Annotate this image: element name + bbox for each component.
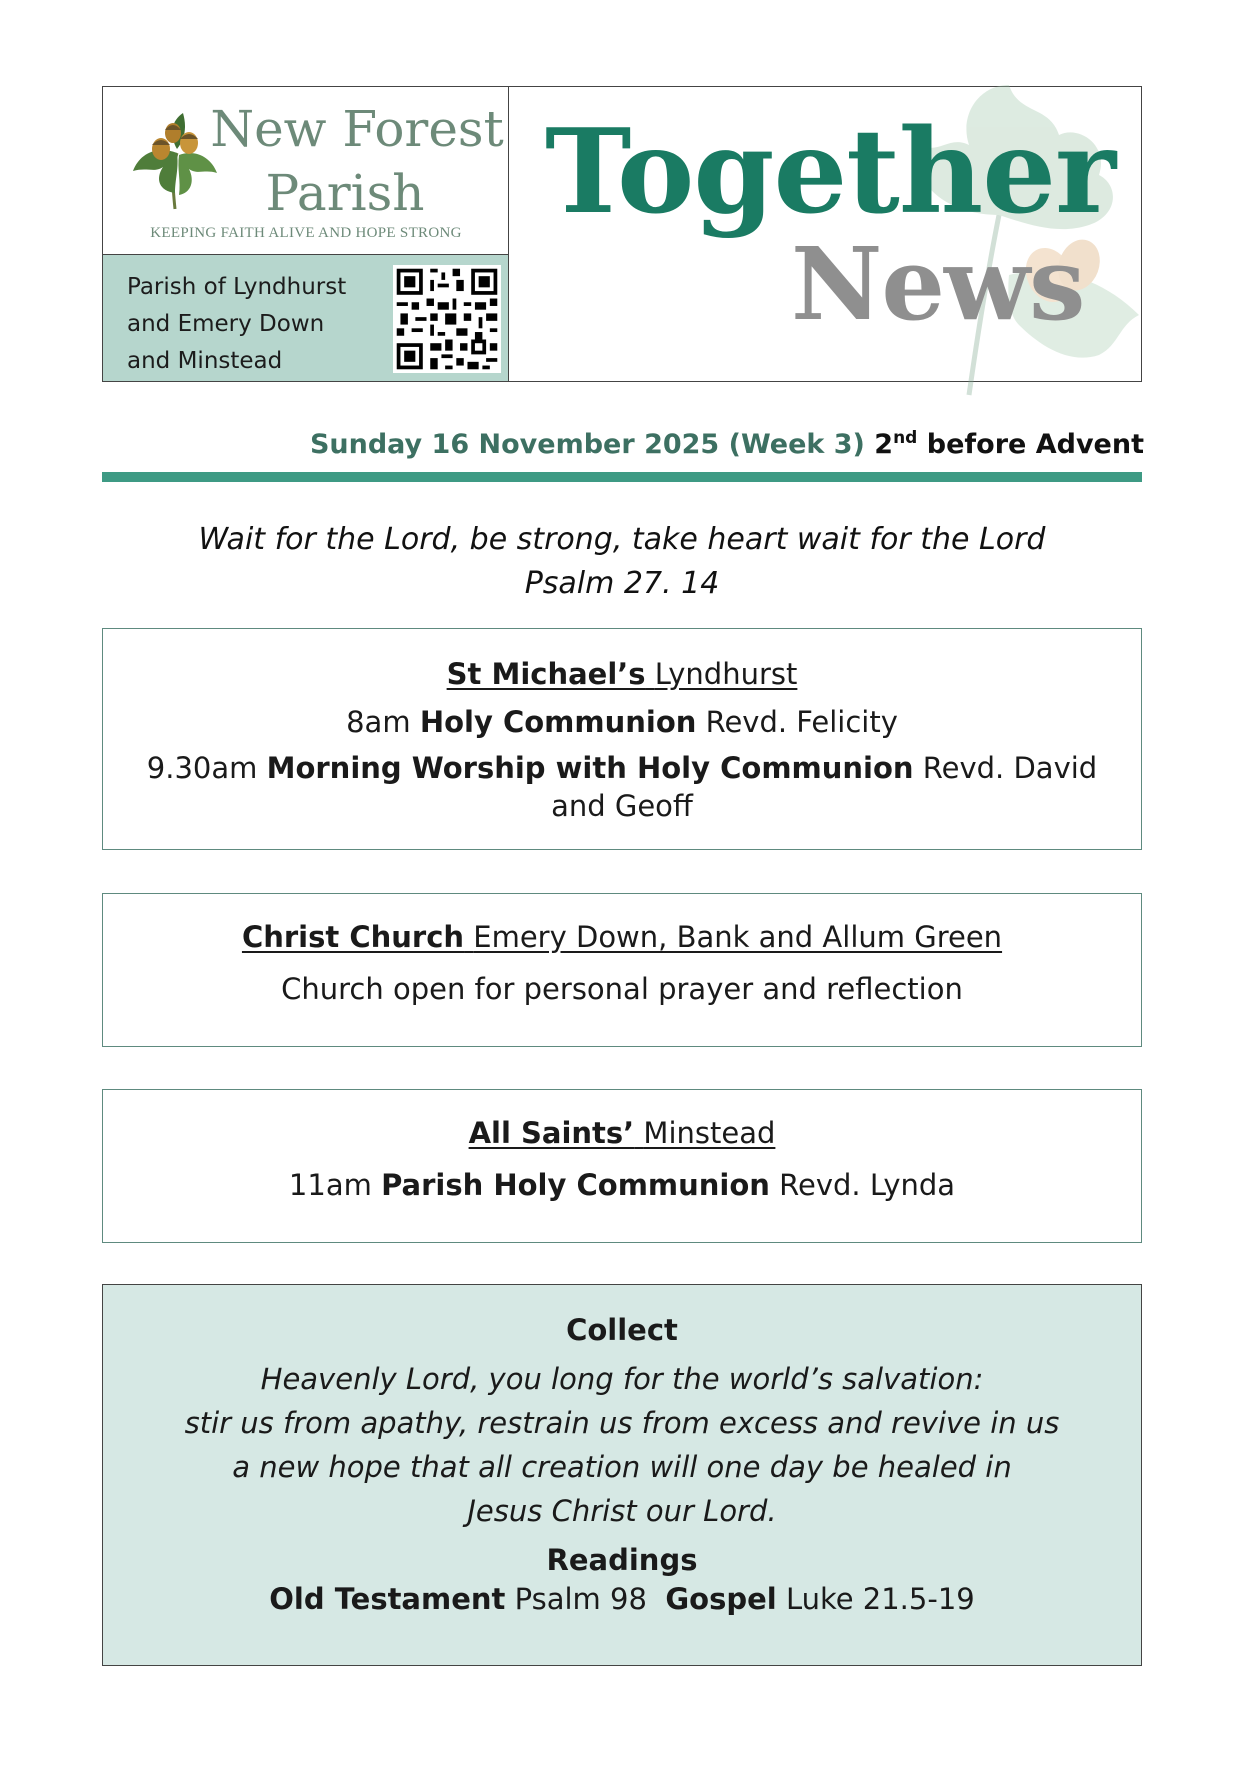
title-panel xyxy=(509,87,1141,381)
service-title: Morning Worship with Holy Communion xyxy=(266,751,914,785)
parish-logo xyxy=(103,87,509,255)
collect-line: Heavenly Lord, you long for the world’s salvation: xyxy=(260,1362,984,1396)
scripture-verse xyxy=(0,518,1244,606)
church-name: St Michael’s xyxy=(446,657,646,691)
church-heading xyxy=(103,920,1141,954)
ordinal-suffix: nd xyxy=(893,428,918,448)
collect-title: Collect xyxy=(566,1313,678,1347)
verse-reference: Psalm 27. 14 xyxy=(524,566,720,601)
church-place: Minstead xyxy=(643,1116,776,1150)
church-christ-church xyxy=(102,893,1142,1047)
church-place: Lyndhurst xyxy=(654,657,798,691)
service-leader: Revd. Felicity xyxy=(705,705,898,739)
qr-code-icon xyxy=(393,265,501,373)
masthead-title: Together xyxy=(545,104,1116,240)
verse-text: Wait for the Lord, be strong, take heart wait for the Lord xyxy=(198,522,1046,557)
sunday-name: before Advent xyxy=(926,429,1144,460)
parish-line: Parish of Lyndhurst xyxy=(127,274,347,300)
collect-and-readings xyxy=(102,1284,1142,1666)
collect-line: a new hope that all creation will one day be healed in xyxy=(232,1450,1012,1484)
service-time: 9.30am xyxy=(146,751,258,785)
reading-label: Gospel xyxy=(665,1582,777,1616)
divider xyxy=(102,472,1142,482)
collect-line: stir us from apathy, restrain us from excess and revive in us xyxy=(184,1406,1060,1440)
service-title: Holy Communion xyxy=(419,705,697,739)
masthead xyxy=(102,86,1142,382)
service-line xyxy=(103,703,1141,741)
readings-list xyxy=(103,1579,1141,1619)
ordinal-number: 2 xyxy=(874,429,894,460)
church-note: Church open for personal prayer and reflection xyxy=(281,972,963,1006)
readings-title: Readings xyxy=(546,1543,698,1577)
logo-tagline: KEEPING FAITH ALIVE AND HOPE STRONG xyxy=(150,225,462,241)
service-time: 8am xyxy=(346,705,411,739)
reading-label: Old Testament xyxy=(269,1582,506,1616)
masthead-subtitle: News xyxy=(791,225,1085,343)
parish-line: and Emery Down xyxy=(127,311,325,337)
liturgical-sunday xyxy=(874,429,1144,460)
reading-ref: Psalm 98 xyxy=(514,1582,647,1616)
church-all-saints xyxy=(102,1089,1142,1243)
church-heading xyxy=(103,1116,1141,1150)
parish-info-box xyxy=(103,255,509,381)
service-date xyxy=(310,428,1144,460)
logo-text-line1: New Forest xyxy=(210,100,504,158)
collect-prayer xyxy=(103,1357,1141,1533)
parish-line: and Minstead xyxy=(127,348,283,374)
reading-ref: Luke 21.5-19 xyxy=(785,1582,975,1616)
church-name: Christ Church xyxy=(241,920,465,954)
church-st-michaels xyxy=(102,628,1142,850)
service-line xyxy=(133,749,1111,825)
service-time: 11am xyxy=(288,1168,372,1202)
church-heading xyxy=(103,657,1141,691)
church-place: Emery Down, Bank and Allum Green xyxy=(473,920,1003,954)
service-line xyxy=(103,1166,1141,1204)
service-leader: Revd. David and Geoff xyxy=(551,751,1098,823)
service-title: Parish Holy Communion xyxy=(381,1168,770,1202)
parish-names xyxy=(127,269,346,380)
church-name: All Saints’ xyxy=(468,1116,635,1150)
service-leader: Revd. Lynda xyxy=(779,1168,956,1202)
logo-text-line2: Parish xyxy=(265,164,425,222)
date-text: Sunday 16 November 2025 (Week 3) xyxy=(309,429,865,460)
collect-line: Jesus Christ our Lord. xyxy=(467,1494,777,1528)
